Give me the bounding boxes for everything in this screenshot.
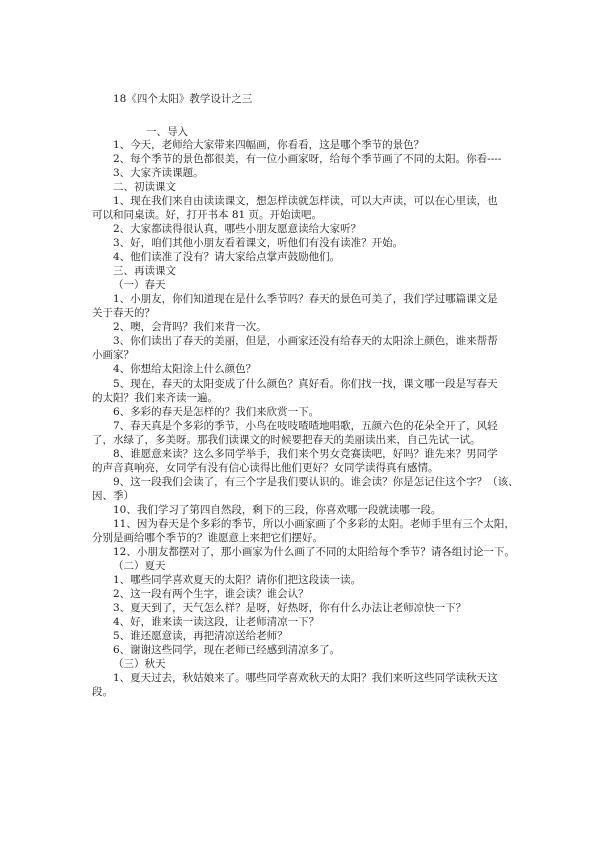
subsection-heading: （一）春天 [113, 279, 166, 291]
text-line: 因、季） [92, 490, 134, 502]
text-line: 了，水绿了，多美呀。那我们读课文的时候要把春天的美丽读出来，自己先试一试。 [92, 434, 481, 446]
text-line: 9、这一段我们会读了，有三个字是我们要认识的。谁会读？你是怎记住这个字？（该、 [113, 476, 519, 488]
text-line: 1、夏天过去，秋姑娘来了。哪些同学喜欢秋天的太阳？我们来听这些同学读秋天这 [113, 672, 498, 684]
section-heading: 一、导入 [146, 126, 188, 138]
text-line: 11、因为春天是个多彩的季节，所以小画家画了个多彩的太阳。老师手里有三个太阳， [113, 518, 515, 530]
text-line: 2、每个季节的景色都很美，有一位小画家呀，给每个季节画了不同的太阳。你看---- [113, 153, 502, 165]
text-line: 4、你想给太阳涂上什么颜色？ [113, 363, 257, 375]
text-line: 1、哪些同学喜欢夏天的太阳？请你们把这段读一读。 [113, 574, 362, 586]
text-line: 2、噢，会背吗？我们来背一次。 [113, 321, 267, 333]
text-line: 6、谢谢这些同学，现在老师已经感到清凉多了。 [113, 644, 341, 656]
text-line: 8、谁愿意来读？这么多同学举手，我们来个男女竞赛读吧，好吗？谁先来？男同学 [113, 448, 498, 460]
text-line: 3、夏天到了，天气怎么样？是呀，好热呀，你有什么办法让老师凉快一下？ [113, 602, 467, 614]
text-line: 1、现在我们来自由读读课文，想怎样读就怎样读，可以大声读，可以在心里读，也 [113, 195, 498, 207]
text-line: 3、大家齐读课题。 [113, 167, 204, 179]
text-line: 2、这一段有两个生字，谁会读？谁会认？ [113, 588, 309, 600]
text-line: 5、谁还愿意读，再把清凉送给老师？ [113, 630, 288, 642]
text-line: 的声音真响亮，女同学有没有信心读得比他们更好？女同学读得真有感情。 [92, 462, 439, 474]
text-line: 5、现在，春天的太阳变成了什么颜色？真好看。你们找一找，课文哪一段是写春天 [113, 378, 498, 390]
text-line: 段。 [92, 686, 113, 698]
text-line: 7、春天真是个多彩的季节，小鸟在吱吱喳喳地唱歌，五颜六色的花朵全开了，风轻 [113, 420, 498, 432]
text-line: 关于春天的？ [92, 307, 155, 319]
section-heading: 二、初读课文 [113, 181, 176, 193]
text-line: 3、好，咱们其他小朋友看着课文，听他们有没有读准？开始。 [113, 237, 404, 249]
text-line: 6、多彩的春天是怎样的？我们来欣赏一下。 [113, 406, 320, 418]
text-line: 小画家？ [92, 349, 134, 361]
text-line: 4、好，谁来读一读这段，让老师清凉一下？ [113, 616, 320, 628]
text-line: 分别是画给哪个季节的？谁愿意上来把它们摆好。 [92, 532, 323, 544]
text-line: 3、你们读出了春天的美丽，但是，小画家还没有给春天的太阳涂上颜色，谁来帮帮 [113, 335, 498, 347]
text-line: 2、大家都读得很认真，哪些小朋友愿意读给大家听？ [113, 223, 362, 235]
document-title: 18《四个太阳》教学设计之三 [113, 93, 253, 105]
text-line: 1、小朋友，你们知道现在是什么季节吗？春天的景色可美了，我们学过哪篇课文是 [113, 293, 498, 305]
text-line: 可以和同桌读。好，打开书本 81 页。开始读吧。 [92, 209, 323, 221]
text-line: 12、小朋友都摆对了，那小画家为什么画了不同的太阳给每个季节？请各组讨论一下。 [113, 546, 515, 558]
text-line: 4、他们读准了没有？请大家给点掌声鼓励他们。 [113, 251, 341, 263]
subsection-heading: （三）秋天 [113, 658, 166, 670]
text-line: 10、我们学习了第四自然段，剩下的三段，你喜欢哪一段就读哪一段。 [113, 504, 442, 516]
section-heading: 三、再读课文 [113, 265, 176, 277]
text-line: 1、今天，老师给大家带来四幅画，你看看，这是哪个季节的景色？ [113, 139, 425, 151]
subsection-heading: （二）夏天 [113, 560, 166, 572]
text-line: 的太阳？我们来齐读一遍。 [92, 392, 218, 404]
